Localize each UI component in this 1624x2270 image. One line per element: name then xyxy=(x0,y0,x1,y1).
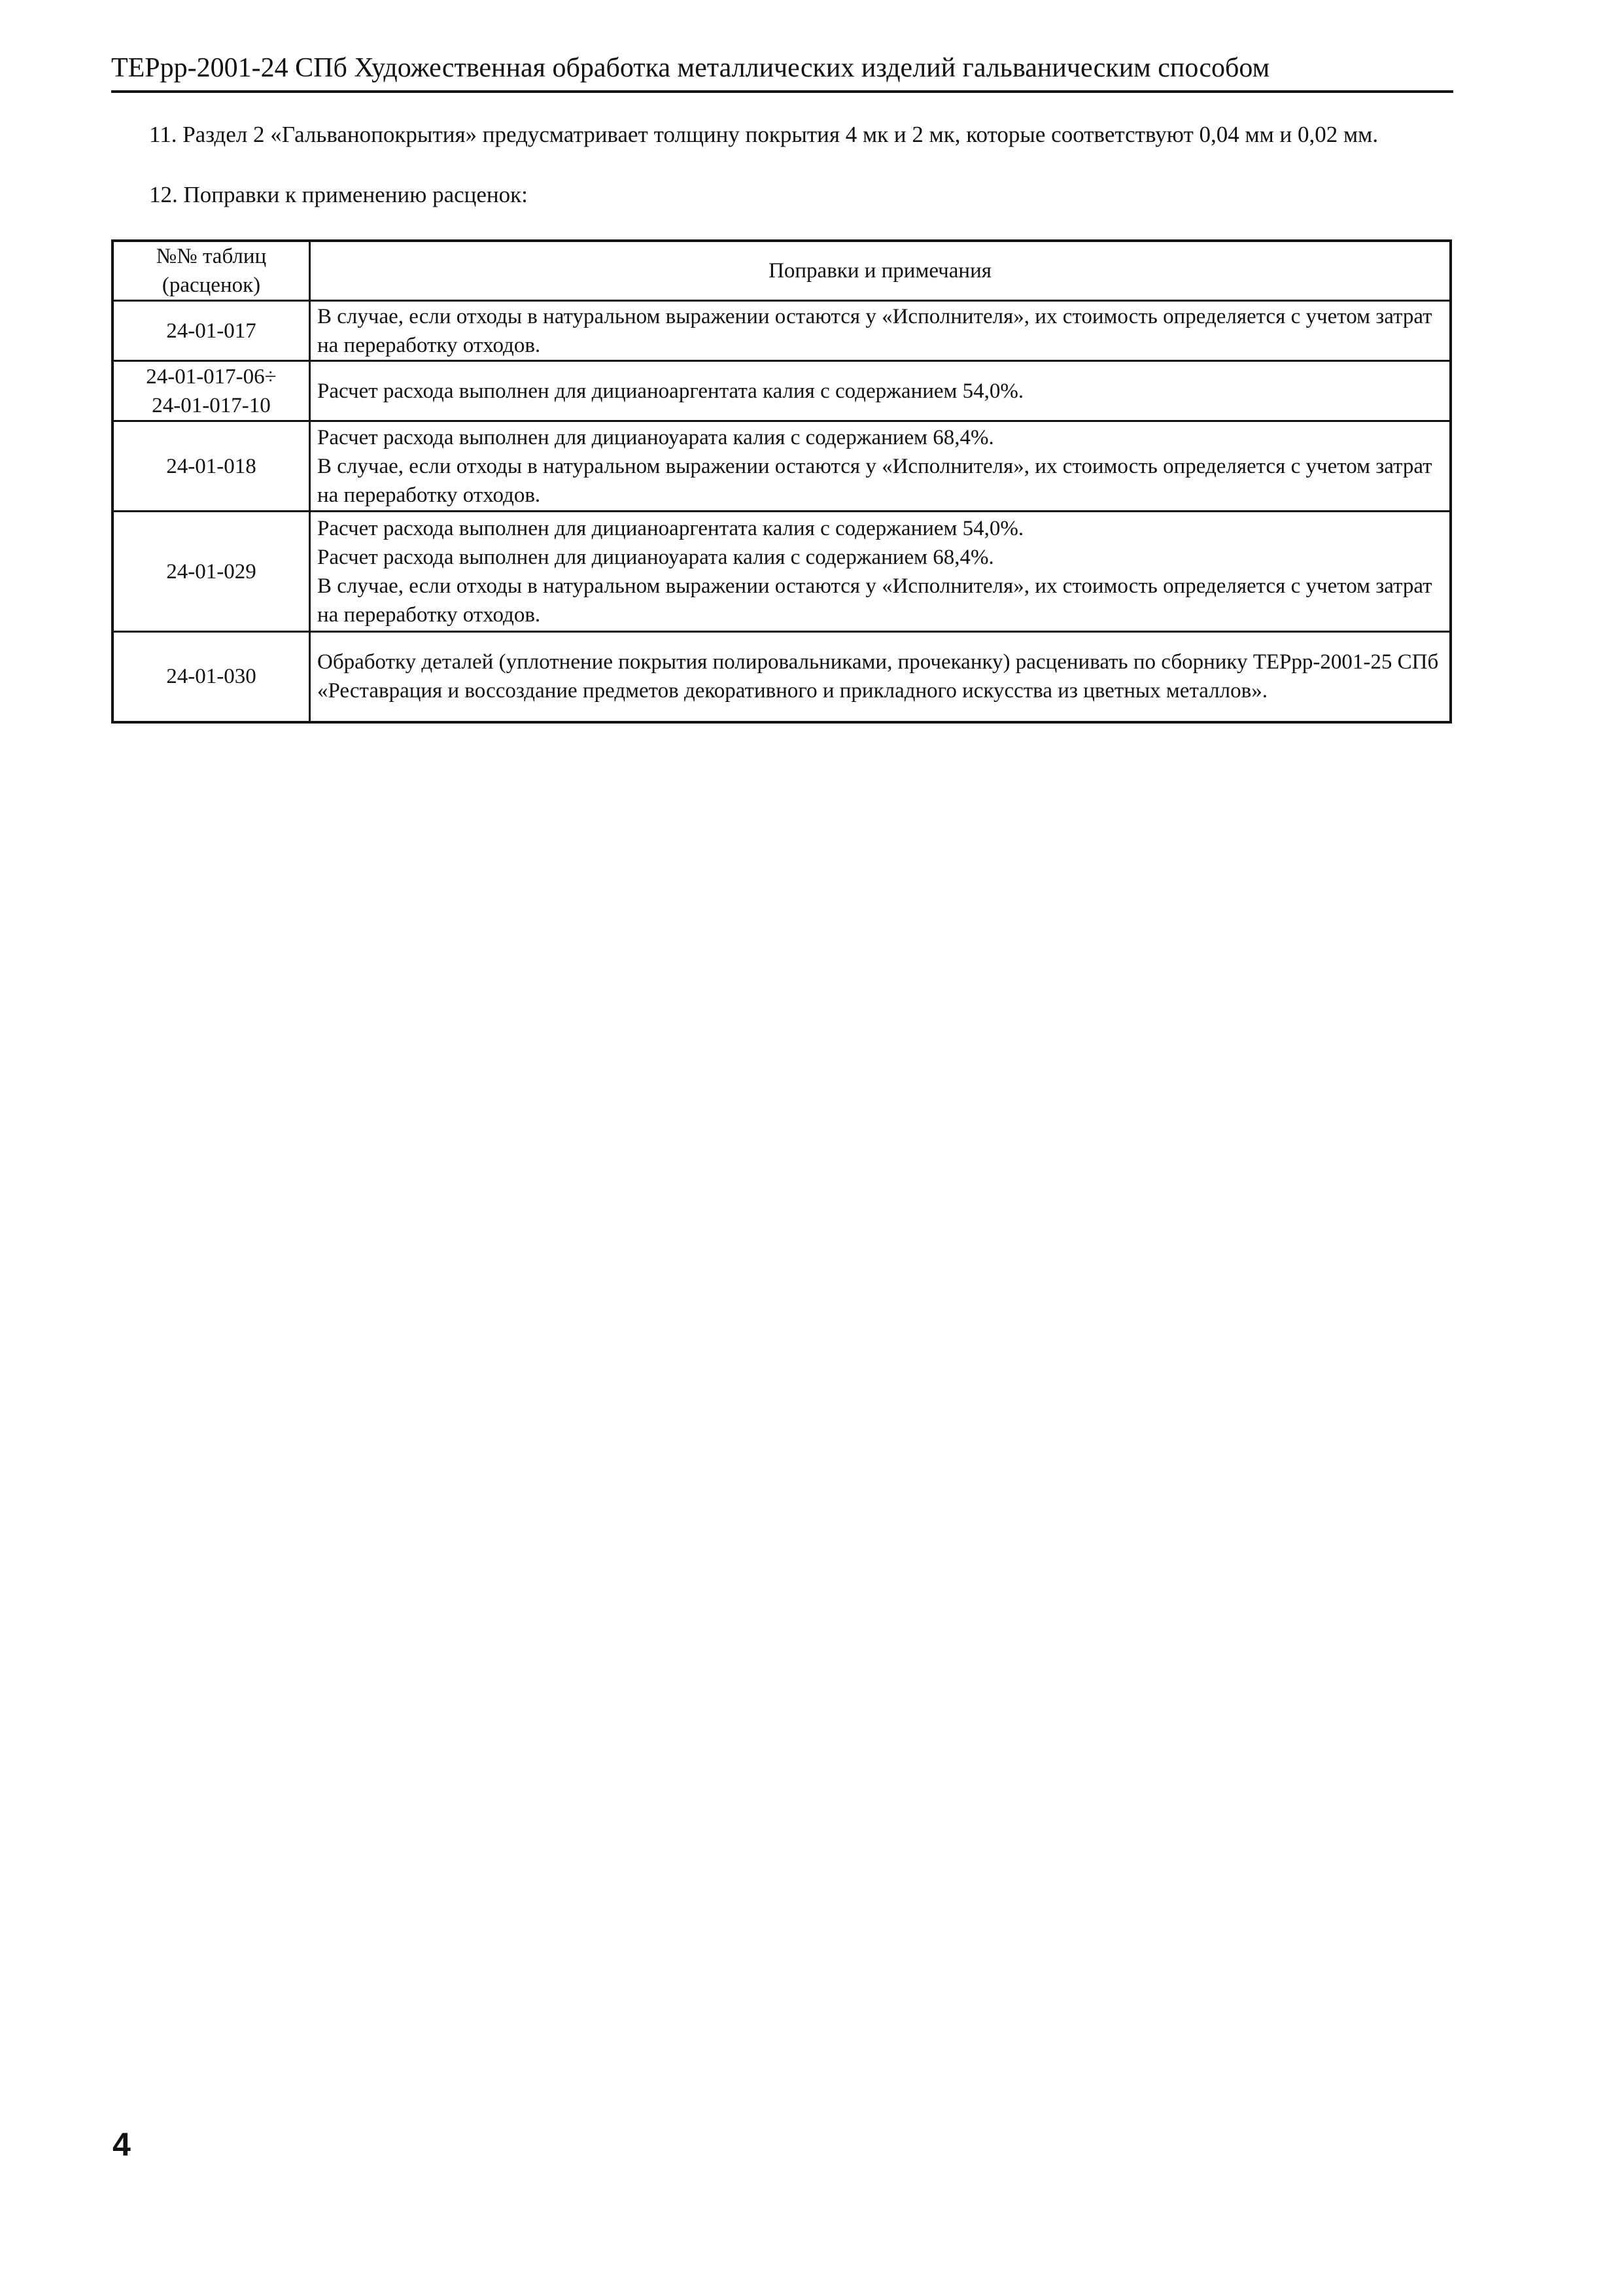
note-text: Расчет расхода выполнен для дицианоуарата калия с содержанием 68,4%. xyxy=(317,425,994,449)
table-cell-code xyxy=(112,632,310,722)
header-divider xyxy=(111,90,1453,93)
page-number: 4 xyxy=(112,2126,131,2163)
table-cell-notes xyxy=(310,421,1451,512)
corrections-table xyxy=(111,239,1452,724)
code-value: 24-01-017-06÷ xyxy=(146,364,277,389)
table-cell-notes xyxy=(310,632,1451,722)
paragraph-11: 11. Раздел 2 «Гальванопокрытия» предусматривает толщину покрытия 4 мк и 2 мк, которые соответствуют 0,04 мм и 0,02 мм. xyxy=(149,122,1379,147)
note-text: В случае, если отходы в натуральном выражении остаются у «Исполнителя», их стоимость определяется с учетом затрат на переработку отходов. xyxy=(317,454,1432,507)
column-header-codes-line1: №№ таблиц xyxy=(156,245,267,268)
note-text: Обработку деталей (уплотнение покрытия полировальниками, прочеканку) расценивать по сборнику ТЕРрр-2001-25 СПб «Реставрация и воссоздание предметов декоративного и прикладного искусства из цветных металлов». xyxy=(317,650,1439,703)
column-header-codes-line2: (расценок) xyxy=(162,273,261,297)
note-text: Расчет расхода выполнен для дицианоаргентата калия с содержанием 54,0%. xyxy=(317,379,1024,403)
table-cell-code xyxy=(112,421,310,512)
note-text: Расчет расхода выполнен для дицианоаргентата калия с содержанием 54,0%. xyxy=(317,516,1024,540)
code-value: 24-01-029 xyxy=(166,559,256,584)
table-row xyxy=(112,421,1451,512)
table-header-row xyxy=(112,241,1451,301)
table-cell-notes xyxy=(310,301,1451,361)
code-value: 24-01-017 xyxy=(166,319,256,343)
table-cell-code xyxy=(112,301,310,361)
table-cell-code xyxy=(112,512,310,632)
table-cell-notes xyxy=(310,512,1451,632)
table-cell-notes xyxy=(310,361,1451,421)
table-row xyxy=(112,512,1451,632)
code-value: 24-01-030 xyxy=(166,665,256,689)
table-row xyxy=(112,632,1451,722)
note-text: В случае, если отходы в натуральном выражении остаются у «Исполнителя», их стоимость определяется с учетом затрат на переработку отходов. xyxy=(317,574,1432,627)
code-value: 24-01-017-10 xyxy=(152,393,271,417)
code-value: 24-01-018 xyxy=(166,454,256,478)
table-cell-code xyxy=(112,361,310,421)
page-header-title: ТЕРрр-2001-24 СПб Художественная обработка металлических изделий гальваническим способом xyxy=(111,53,1270,83)
column-header-codes xyxy=(112,241,310,301)
note-text: В случае, если отходы в натуральном выражении остаются у «Исполнителя», их стоимость определяется с учетом затрат на переработку отходов. xyxy=(317,304,1432,357)
paragraph-12: 12. Поправки к применению расценок: xyxy=(149,182,528,207)
table-row xyxy=(112,301,1451,361)
column-header-notes: Поправки и примечания xyxy=(310,241,1451,301)
note-text: Расчет расхода выполнен для дицианоуарата калия с содержанием 68,4%. xyxy=(317,545,994,569)
table-row xyxy=(112,361,1451,421)
